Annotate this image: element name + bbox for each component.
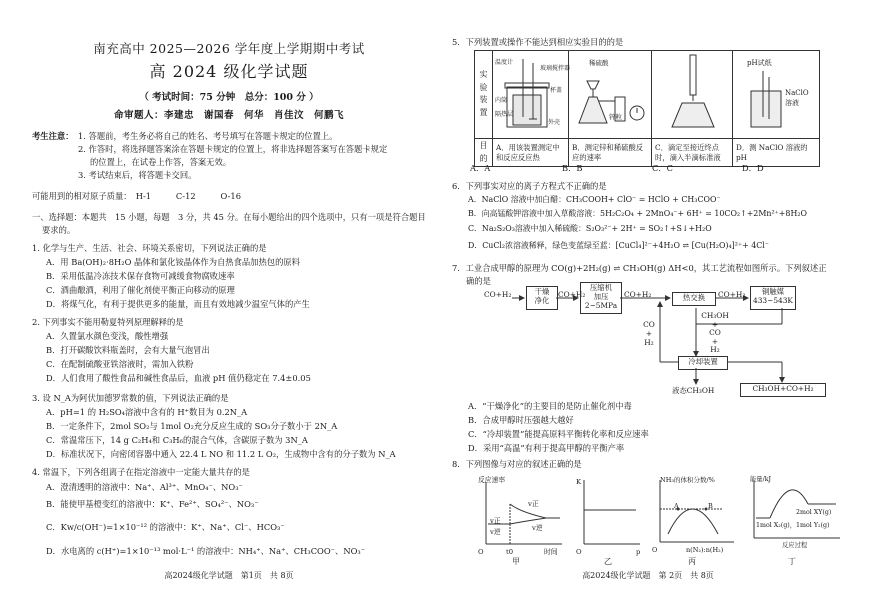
flow-box-text: 压缩机 [589,283,613,292]
question-stem: 3. 设 N_A为阿伏加德罗常数的值，下列说法正确的是 [32,393,229,403]
flow-box-cooler: 冷却装置 [678,356,728,370]
option: A．澄清透明的溶液中：Na⁺、Al³⁺、MnO₄⁻、NO₃⁻ [46,482,243,492]
option: D．将煤气化，有利于提供更多的能量，而且有效地减少温室气体的产生 [46,299,310,309]
option: C．常温常压下，14 g C₂H₄和 C₃H₆的混合气体，含碳原子数为 3N_A [46,435,308,445]
graph-caption: 丙 [688,557,696,566]
device-label: 锌粒 [609,113,622,121]
q5-table [474,50,820,167]
option: B．B [562,163,583,173]
flow-label: CO+H₂ [558,290,586,299]
flow-label: CO+H₂ [718,290,746,299]
section-heading: 一、选择题：本题共 15 小题，每题 3 分，共 45 分。在每小题给出的四个选项中，只有一项是符合题目 [32,212,426,222]
school-line: 南充高中 2025—2026 学年度上学期期中考试 [93,41,365,56]
exam-title: 高 2024 级化学试题 [149,62,309,81]
option: A．NaClO 溶液中加白醋：CH₃COOH+ ClO⁻ = HClO + CH₃COO⁻ [468,195,721,204]
option: C．Kw/c(OH⁻)=1×10⁻¹² 的溶液中：K⁺、Na⁺、Cl⁻、HCO₃⁻ [46,522,285,532]
notice-label: 考生注意： [32,131,74,141]
device-label: pH试纸 [747,59,772,67]
graph-tick: t0 [506,548,514,556]
option: A．A [470,163,491,173]
option: D．D [742,163,764,173]
graph-axis-label: n(N₂):n(H₂) [686,546,724,554]
time-score: （ 考试时间：75 分钟 总分：100 分 ） [139,92,319,103]
question-stem: 4. 常温下，下列各组离子在指定溶液中一定能大量共存的是 [32,467,250,477]
option: A．pH=1 的 H₂SO₄溶液中含有的 H⁺数目为 0.2N_A [46,407,248,417]
notice-item: 3. 考试结束后，将答题卡交回。 [78,170,197,180]
flow-label: 液态CH₃OH [672,386,715,395]
flow-box-catalyst [750,286,796,310]
flow-box-heat-exchange: 热交换 [672,292,716,306]
option: B．合成甲醇时压强越大越好 [468,415,574,425]
row-label: 实验装置 [475,51,493,139]
graph-ding [746,474,844,566]
authors: 命审题人：李建忠 谢国春 何华 肖佳汶 何鹏飞 [113,110,344,121]
flow-box-compressor [580,282,622,314]
flow-return-gas [642,320,656,347]
notice-item: 的位置上，在试卷上作答，答案无效。 [90,157,232,167]
graph-yi [574,474,644,566]
device-label: NaClO [785,89,809,97]
device-label: 杯盖 [550,87,563,94]
graph-series-label: v逆 [532,524,543,532]
question-stem: 6．下列事实对应的离子方程式不正确的是 [452,181,607,191]
flow-box-text: 加压 [593,292,609,301]
device-label: 稀硫酸 [589,59,609,67]
device-d [733,51,820,139]
graph-origin: O [478,548,484,556]
graph-caption: 乙 [604,557,612,566]
flow-box-text: 净化 [534,296,550,305]
graph-level-label: 1mol X₂(g)，1mol Y₂(g) [756,522,830,529]
graph-axis-label: 时间 [544,548,558,556]
graph-point-label: B [708,502,713,510]
burette-flask-icon [652,51,732,133]
question-stem: 5．下列装置或操作不能达到相应实验目的的是 [452,37,624,47]
section-heading: 要求的。 [42,225,76,235]
graph-yi-plot [574,474,644,552]
option: B．采用低温冷冻技术保存食物可减缓食物腐败速率 [46,271,235,281]
device-c [652,51,733,139]
notice-item: 2. 作答时，将选择题答案涂在答题卡规定的位置上，将非选择题答案写在答题卡规定 [78,144,388,154]
question-stem: 7．工业合成甲醇的原理为 CO(g)+2H₂(g) ⇌ CH₃OH(g) ΔH<0，其工艺流程如图所示。下列叙述正 [452,263,827,273]
device-label: 玻璃搅拌器 [540,65,571,72]
graph-jia [476,474,564,566]
flow-label: CO+H₂ [624,290,652,299]
graph-axis-label: K [576,478,582,486]
graph-axis-label: p [636,548,641,556]
question-stem: 1. 化学与生产、生活、社会、环境关系密切，下列说法正确的是 [32,243,267,253]
flow-box-text: 铜触媒 [761,287,785,296]
graph-series-label: v正 [528,500,539,508]
device-a [493,51,569,139]
graph-origin: O [576,548,582,556]
device-label: 温度计 [495,59,514,66]
graph-point-label: A [674,502,679,510]
flow-box-text: 2~5MPa [584,301,618,310]
graph-series-label: v正 [490,517,501,525]
question-stem: 确的是 [466,276,491,286]
graph-origin: O [652,546,658,554]
flow-down-gas [700,312,730,355]
device-label: 外壳 [548,119,561,126]
purpose: A．用该装置测定中和反应反应热 [493,138,569,167]
device-label: 内筒 [495,97,508,104]
graph-caption: 丁 [788,557,796,566]
option: A．用 Ba(OH)₂·8H₂O 晶体和氯化铵晶体作为自热食品加热包的原料 [46,257,300,267]
option: D．采用“高温”有利于提高甲醇的平衡产率 [468,443,625,453]
flow-label: CO [709,328,721,337]
flow-box-dry [526,286,558,310]
option: B．打开碳酸饮料瓶盖时，会有大量气泡冒出 [46,345,210,355]
purpose: C．滴定至接近终点时，滴入半滴标准液 [652,138,733,167]
graph-axis-label: 反应过程 [782,542,808,549]
device-b [569,51,652,139]
option: A．久置氯水颜色变浅，酸性增强 [46,331,169,341]
page-footer: 高2024级化学试题 第1页 共 8页 [164,571,294,580]
atomic-masses: 可能用到的相对原子质量： H-1 C-12 O-16 [32,191,241,201]
flow-box-text: 433~543K [753,296,793,305]
option: A．“干燥净化”的主要目的是防止催化剂中毒 [468,401,632,411]
flow-label: CO+H₂ [484,290,512,299]
purpose: D．测 NaClO 溶液的 pH [733,138,820,167]
row-label: 目的 [475,138,493,167]
question-stem: 8．下列图像与对应的叙述正确的是 [452,459,582,469]
graph-series-label: v逆 [490,528,501,536]
device-label: 溶液 [785,99,799,107]
flow-label: + [711,319,719,329]
option: C．在配制硫酸亚铁溶液时，需加入铁粉 [46,359,194,369]
flow-label: H₂ [710,345,720,354]
graph-axis-label: NH₃的体积分数/% [660,476,715,484]
option: C．酒曲酿酒，利用了催化剂使平衡正向移动的原理 [46,285,235,295]
device-label: 隔热层 [495,111,514,118]
option: B．能使甲基橙变红的溶液中：K⁺、Fe²⁺、SO₄²⁻、NO₃⁻ [46,499,259,509]
graph-level-label: 2mol XY(g) [796,509,832,516]
flow-label: CH₃OH [701,311,729,320]
option: D．标准状况下，向密闭容器中通入 22.4 L NO 和 11.2 L O₂，生成物中含有的分子数为 N_A [46,449,396,459]
question-stem: 2. 下列事实不能用勒夏特列原理解释的是 [32,317,184,327]
flow-box-outlet: CH₃OH+CO+H₂ [740,383,826,397]
flow-label: + [711,336,719,346]
option: D．CuCl₂浓溶液稀释，绿色变蓝绿至蓝：[CuCl₄]²⁻+4H₂O ⇌ [Cu(H₂O)₄]²⁺+ 4Cl⁻ [468,241,769,250]
graph-axis-label: 反应速率 [478,476,506,484]
option: B．向高锰酸钾溶液中加入草酸溶液：5H₂C₂O₄ + 2MnO₄⁻+ 6H⁺ = 10CO₂↑+2Mn²⁺+8H₂O [468,209,807,218]
option: D．水电离的 c(H⁺)=1×10⁻¹³ mol·L⁻¹ 的溶液中：NH₄⁺、Na⁺、CH₃COO⁻、NO₃⁻ [46,546,366,556]
page-footer: 高2024级化学试题 第 2页 共 8页 [582,571,714,580]
option: B．一定条件下，2mol SO₂与 1mol O₂充分反应生成的 SO₃分子数小于 2N_A [46,421,338,431]
graph-bing [652,474,738,566]
graph-axis-label: 能量/kJ [750,476,772,483]
flow-label: H₂ [644,338,654,347]
graph-caption: 甲 [512,557,520,566]
option: C．Na₂S₂O₃溶液中加入稀硫酸：S₂O₃²⁻+ 2H⁺ = SO₂↑+S↓+H₂O [468,224,712,233]
flow-label: + [645,329,653,338]
notice-item: 1. 答题前，考生务必将自己的姓名、考号填写在答题卡规定的位置上。 [78,131,338,141]
flow-diagram [482,283,832,398]
option: C．“冷却装置”能提高原料平衡转化率和反应速率 [468,429,649,439]
option: C．C [652,163,673,173]
purpose: B．测定锌和稀硫酸反应的速率 [569,138,652,167]
option: D．人们食用了酸性食品和碱性食品后，血液 pH 值仍稳定在 7.4±0.05 [46,373,311,383]
flow-box-text: 干燥 [534,287,550,296]
flow-label: CO [643,320,655,329]
